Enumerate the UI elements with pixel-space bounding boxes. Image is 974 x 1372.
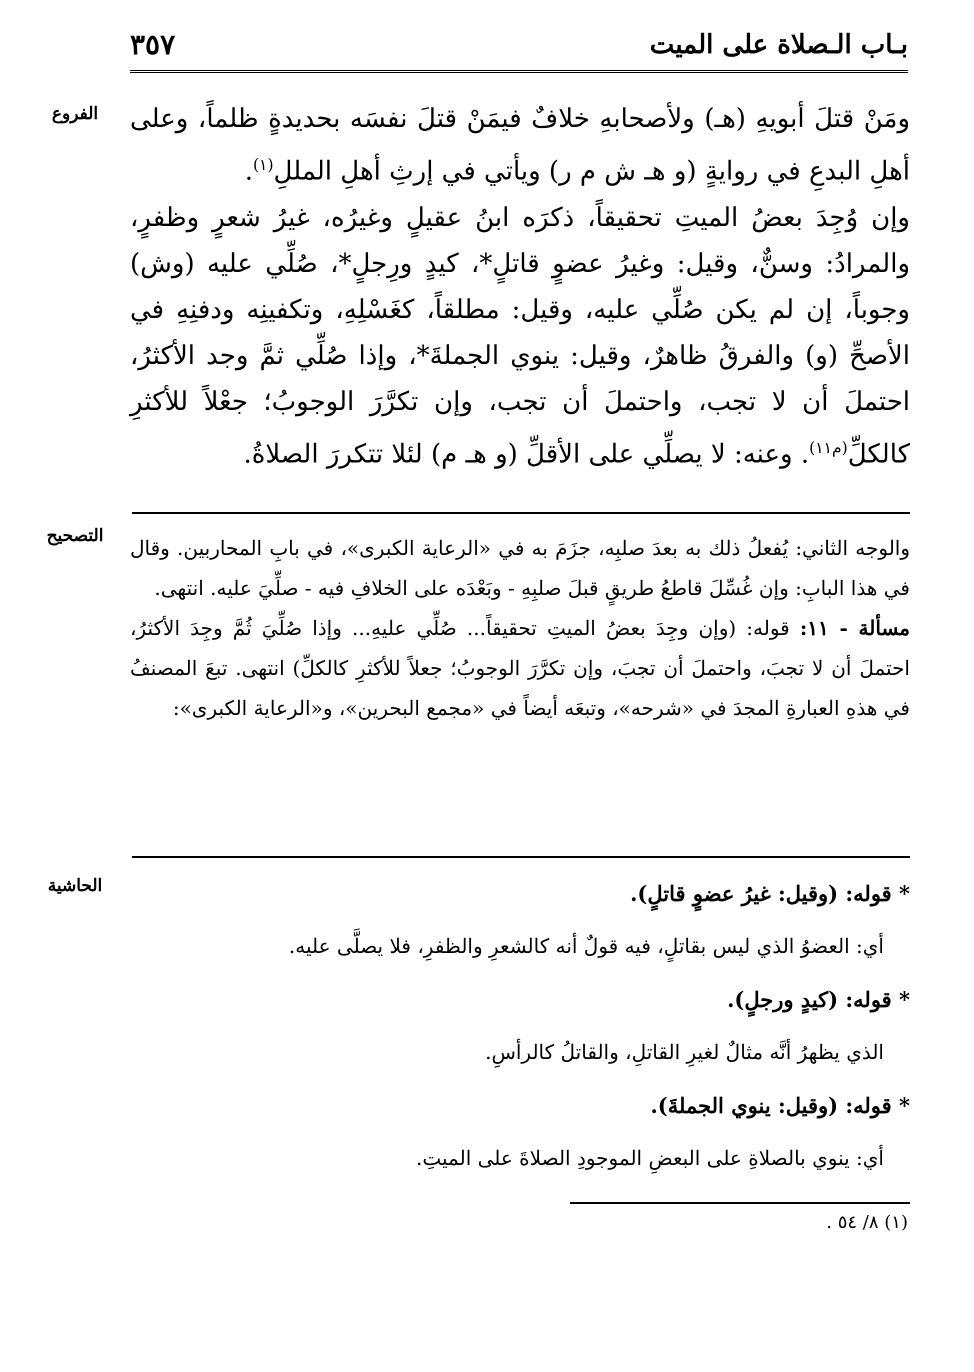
main-text	[130, 96, 910, 477]
side-label-tashih: التصحيح	[46, 526, 104, 546]
main-paragraph-2-end: . وعنه: لا يصلِّي على الأقلِّ (و هـ م) لئلا تتكررَ الصلاةُ.	[243, 439, 810, 470]
hashiya-body: الذي يظهرُ أنَّه مثالٌ لغيرِ القاتلِ، والقاتلُ كالرأسِ.	[485, 1040, 884, 1064]
hashiya-heading: * قوله: (وقيل: غيرُ عضوٍ قاتلٍ).	[630, 881, 910, 906]
hashiya-heading: * قوله: (كيدٍ ورجلٍ).	[727, 987, 910, 1012]
footnote-divider	[570, 1202, 910, 1204]
section-divider	[132, 512, 910, 514]
main-paragraph-1	[130, 96, 910, 195]
hashiya-entry	[130, 880, 910, 960]
hashiya-entry	[130, 986, 910, 1066]
page-number: ٣٥٧	[130, 28, 176, 61]
hashiya-body: أي: ينوي بالصلاةِ على البعضِ الموجودِ الصلاةَ على الميتِ.	[416, 1146, 884, 1170]
masala-label: مسألة - ١١:	[799, 616, 910, 640]
hashiya-text	[130, 880, 910, 1198]
main-paragraph-1-end: .	[244, 156, 253, 187]
tashih-text	[130, 528, 910, 728]
main-paragraph-2	[130, 195, 910, 478]
masala-text: قوله: (وإن وجِدَ بعضُ الميتِ تحقيقاً... صُلِّي عليهِ... وإذا صُلِّيَ ثُمَّ وجِدَ الأكثرُ، احتملَ أن لا تجبَ، واحتملَ أن تجبَ، وإن تكرَّرَ الوجوبُ؛ جعلاً للأكثرِ كالكلِّ) انتهى. تبعَ المصنفُ في هذهِ العبارةِ المجدَ في «شرحه»، وتبعَه أيضاً في «مجمع البحرين»، و«الرعاية الكبرى»:	[130, 616, 910, 720]
masala-ref: (م١١)	[809, 438, 848, 457]
main-paragraph-1-text: ومَنْ قتلَ أبويهِ (هـ) ولأصحابهِ خلافٌ فيمَنْ قتلَ نفسَه بحديدةٍ ظلماً، وعلى أهلِ البدعِ في روايةٍ (و هـ ش م ر) ويأتي في إرثِ أهلِ المللِ	[130, 104, 910, 187]
page-header	[130, 22, 908, 73]
chapter-title: بـاب الـصلاة على الميت	[649, 30, 908, 60]
side-label-furu: الفروع	[51, 104, 99, 124]
section-divider	[132, 856, 910, 858]
main-paragraph-2-text: وإن وُجِدَ بعضُ الميتِ تحقيقاً، ذكرَه ابنُ عقيلٍ وغيرُه، غيرُ شعرٍ وظفرٍ، والمرادُ: وسنٌّ، وقيل: وغيرُ عضوٍ قاتلٍ*، كيدٍ ورِجلٍ*، صُلِّي عليه (وش) وجوباً، إن لم يكن صُلِّي عليه، وقيل: مطلقاً، كغَسْلِهِ، وتكفينِه ودفنِهِ في الأصحِّ (و) والفرقُ ظاهرٌ، وقيل: ينوي الجملةَ*، وإذا صُلِّي ثمَّ وجد الأكثرُ، احتملَ أن لا تجب، واحتملَ أن تجب، وإن تكرَّرَ الوجوبُ؛ جعْلاً للأكثرِ كالكلِّ	[130, 202, 910, 470]
hashiya-heading: * قوله: (وقيل: ينوي الجملةَ).	[650, 1093, 910, 1118]
footnote: (١) ٨/ ٥٤ .	[826, 1212, 908, 1233]
tashih-paragraph-2	[130, 608, 910, 728]
hashiya-entry	[130, 1092, 910, 1172]
tashih-paragraph-1: والوجه الثاني: يُفعلُ ذلك به بعدَ صلبِه، جزَمَ به في «الرعاية الكبرى»، في بابِ المحاربين. وقال في هذا البابِ: وإن غُسِّلَ قاطعُ طريقٍ قبلَ صلبِهِ - وبَعْدَه على الخلافِ فيه - صلِّيَ عليه. انتهى.	[130, 536, 910, 600]
side-label-hashiya: الحاشية	[47, 876, 103, 896]
footnote-ref: (١)	[252, 156, 274, 174]
hashiya-body: أي: العضوُ الذي ليس بقاتلٍ، فيه قولٌ أنه كالشعرِ والظفرِ، فلا يصلَّى عليه.	[288, 934, 884, 958]
